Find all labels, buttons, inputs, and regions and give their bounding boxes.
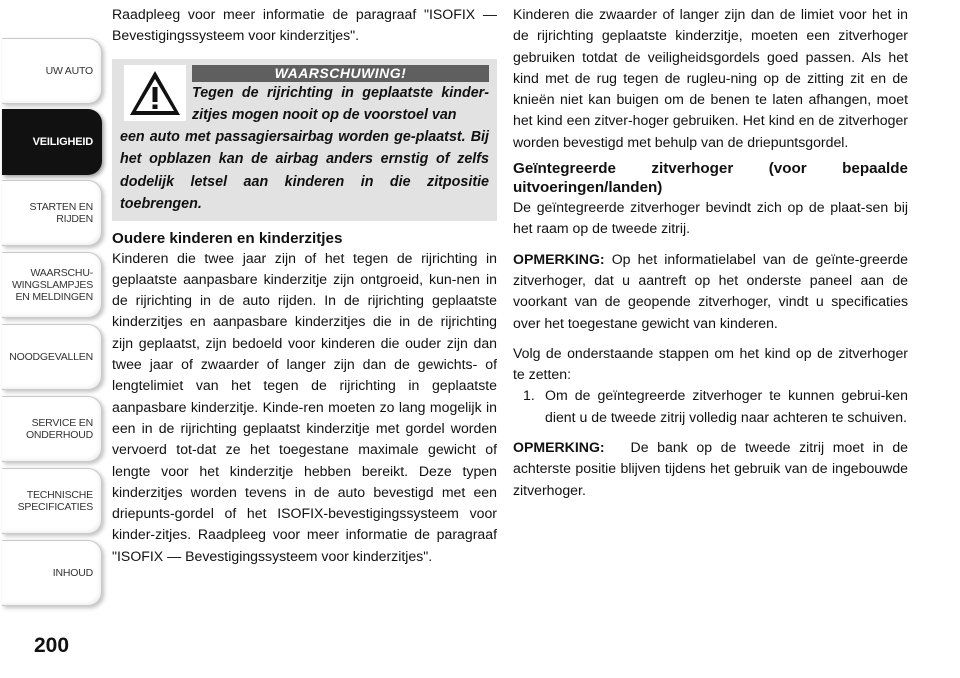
page-number: 200 (34, 634, 70, 657)
tab-label: STARTEN EN RIJDEN (29, 201, 93, 225)
tab-starten-en-rijden[interactable] (2, 180, 102, 246)
tab-label: UW AUTO (45, 65, 93, 77)
tab-label: WAARSCHU- WINGSLAMPJES EN MELDINGEN (11, 267, 93, 303)
warning-triangle-icon (124, 65, 186, 121)
chapter-sidebar (0, 0, 104, 678)
tab-technische-specificaties[interactable] (2, 468, 102, 534)
paragraph: Kinderen die zwaarder of langer zijn dan de limiet voor het in de rijrichting geplaatste kinderzitje, moeten een zitverhoger gebruiken totdat de veiligheidsgordels goed passen. Als het kind met de rug tegen de rugleu-ning op de zitting zit en de knieën niet kan buigen om de benen te laten afhangen, moet het kind een zitver-hoger gebruiken. Het kind en de zitverhoger worden bevestigd met behulp van de driepuntsgordel. (513, 6, 908, 150)
tab-waarschuwingslampjes[interactable] (2, 252, 102, 318)
note-paragraph (513, 437, 912, 501)
warning-text-first: Tegen de rijrichting in geplaatste kinder-zitjes mogen nooit op de voorstoel van (192, 84, 489, 123)
paragraph: De geïntegreerde zitverhoger bevindt zich op de plaat-sen bij het raam op de tweede zitrij. (513, 199, 908, 237)
tab-label: INHOUD (52, 567, 93, 579)
step-text: Om de geïntegreerde zitverhoger te kunnen gebrui-ken dient u de tweede zitrij volledig naar achteren te schuiven. (545, 387, 908, 425)
list-item (523, 385, 908, 428)
paragraph: Volg de onderstaande stappen om het kind op de zitverhoger te zetten: (513, 344, 908, 383)
section-heading: Oudere kinderen en kinderzitjes (112, 229, 343, 247)
step-number: 1. (523, 387, 535, 404)
note-label: OPMERKING: (513, 250, 605, 267)
note-text: Op het informatielabel van de geïnte-greerde zitverhoger, dat u aantreft op het onderste paneel aan de voorkant van de geopende zitverhoger, vindt u specificaties over het toegestane gewicht van kinderen. (513, 250, 908, 331)
note-paragraph (513, 249, 908, 334)
tab-label: TECHNISCHE SPECIFICATIES (17, 489, 93, 513)
left-column (112, 4, 497, 567)
warning-title: WAARSCHUWING! (192, 65, 489, 82)
tab-noodgevallen[interactable] (2, 324, 102, 390)
section-heading: Geïntegreerde zitverhoger (voor bepaalde uitvoeringen/landen) (513, 160, 908, 197)
tab-service-en-onderhoud[interactable] (2, 396, 102, 462)
warning-text-rest: een auto met passagiersairbag worden ge-plaatst. Bij het opblazen kan de airbag anders ernstig of zelfs dodelijk letsel aan kinderen in die zitpositie toebrengen. (120, 129, 489, 213)
body-paragraph: Kinderen die twee jaar zijn of het tegen de rijrichting in geplaatste aanpasbare kinderzitje zijn ontgroeid, kun-nen in de rijrichting in de auto rijden. In de rijrichting geplaatste kinderzitjes en aanpasbare kinderzitjes die in de rijrichting zijn geplaatst, zijn bedoeld voor kinderen die ouder zijn dan twee jaar of zwaarder of langer zijn dan de gewichts- of lengtelimiet van het tegen de rijrichting in geplaatste aanpasbare kinderzitje. Kinde-ren moeten zo lang mogelijk in een in de rijrichting geplaatst kinderzitje met gordel worden vervoerd tot-dat ze het toegestane maximale gewicht of lengte voor het kinderzitje hebben bereikt. Deze typen kinderzitjes worden tevens in de auto bevestigd met een driepunts-gordel of het ISOFIX-bevestigingssysteem voor kinder-zitjes. Raadpleeg voor meer informatie de paragraaf "ISOFIX — Bevestigingssysteem voor kinderzitjes". (112, 249, 497, 564)
warning-box (112, 59, 497, 221)
right-column (513, 4, 912, 501)
tab-inhoud[interactable] (2, 540, 102, 606)
note-text: De bank op de tweede zitrij moet in de achterste positie blijven tijdens het gebruik van de ingebouwde zitverhoger. (513, 439, 912, 498)
tab-label: NOODGEVALLEN (9, 351, 93, 363)
tab-label: SERVICE EN ONDERHOUD (25, 417, 93, 441)
note-label: OPMERKING: (513, 439, 605, 456)
tab-uw-auto[interactable] (2, 38, 102, 104)
tab-veiligheid[interactable] (2, 109, 102, 175)
intro-paragraph: Raadpleeg voor meer informatie de paragraaf "ISOFIX — Bevestigingssysteem voor kinderzitjes". (112, 6, 497, 44)
tab-label: VEILIGHEID (32, 136, 93, 148)
